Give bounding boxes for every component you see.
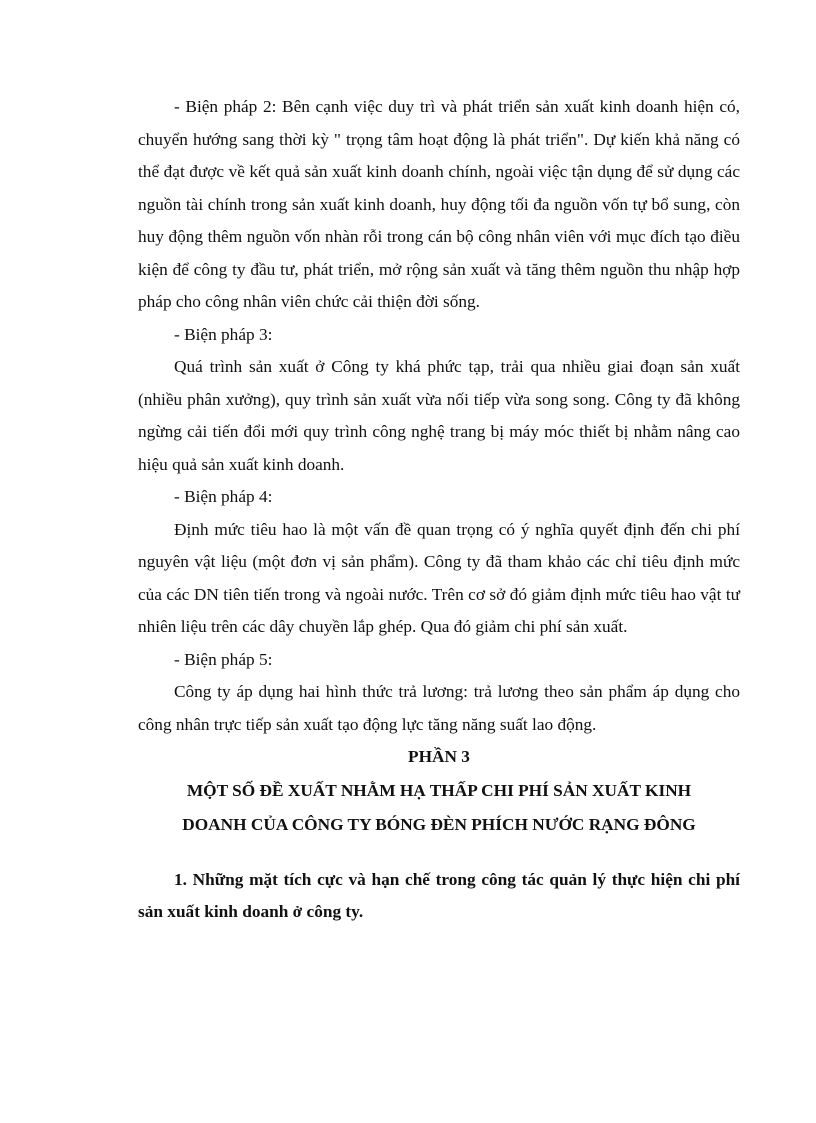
- page-content: [138, 91, 740, 929]
- section-title-line-1: MỘT SỐ ĐỀ XUẤT NHẰM HẠ THẤP CHI PHÍ SẢN XUẤT KINH: [186, 780, 692, 800]
- paragraph-measure-5: Công ty áp dụng hai hình thức trả lương: trả lương theo sản phẩm áp dụng cho công nhân trực tiếp sản xuất tạo động lực tăng năng suất lao động.: [138, 682, 740, 734]
- subsection-heading: 1. Những mặt tích cực và hạn chế trong công tác quản lý thực hiện chi phí sản xuất kinh doanh ở công ty.: [138, 869, 740, 921]
- section-title-line-2: DOANH CỦA CÔNG TY BÓNG ĐÈN PHÍCH NƯỚC RẠNG ĐÔNG: [182, 814, 696, 834]
- paragraph-measure-4: Định mức tiêu hao là một vấn đề quan trọng có ý nghĩa quyết định đến chi phí nguyên vật liệu (một đơn vị sản phẩm). Công ty đã tham khảo các chỉ tiêu định mức của các DN tiên tiến trong và ngoài nước. Trên cơ sở đó giảm định mức tiêu hao vật tư nhiên liệu trên các dây chuyền lắp ghép. Qua đó giảm chi phí sản xuất.: [138, 519, 740, 636]
- section-heading: PHẦN 3: [408, 747, 470, 766]
- paragraph-measure-2: - Biện pháp 2: Bên cạnh việc duy trì và phát triển sản xuất kinh doanh hiện có, chuyển hướng sang thời kỳ " trọng tâm hoạt động là phát triển". Dự kiến khả năng có thể đạt được về kết quả sản xuất kinh doanh chính, ngoài việc tận dụng để sử dụng các nguồn tài chính trong sản xuất kinh doanh, huy động tối đa nguồn vốn tự bổ sung, còn huy động thêm nguồn vốn nhàn rỗi trong cán bộ công nhân viên với mục đích tạo điều kiện để công ty đầu tư, phát triển, mở rộng sản xuất và tăng thêm nguồn thu nhập hợp pháp cho công nhân viên chức cải thiện đời sống.: [138, 97, 740, 311]
- measure-4-label: - Biện pháp 4:: [174, 487, 273, 506]
- measure-3-label: - Biện pháp 3:: [174, 324, 273, 344]
- paragraph-measure-3: Quá trình sản xuất ở Công ty khá phức tạp, trải qua nhiều giai đoạn sản xuất (nhiều phân xưởng), quy trình sản xuất vừa nối tiếp vừa song song. Công ty đã không ngừng cải tiến đổi mới quy trình công nghệ trang bị máy móc thiết bị nhằm nâng cao hiệu quả sản xuất kinh doanh.: [138, 357, 740, 474]
- measure-5-label: - Biện pháp 5:: [174, 649, 273, 669]
- spacer: [138, 842, 740, 864]
